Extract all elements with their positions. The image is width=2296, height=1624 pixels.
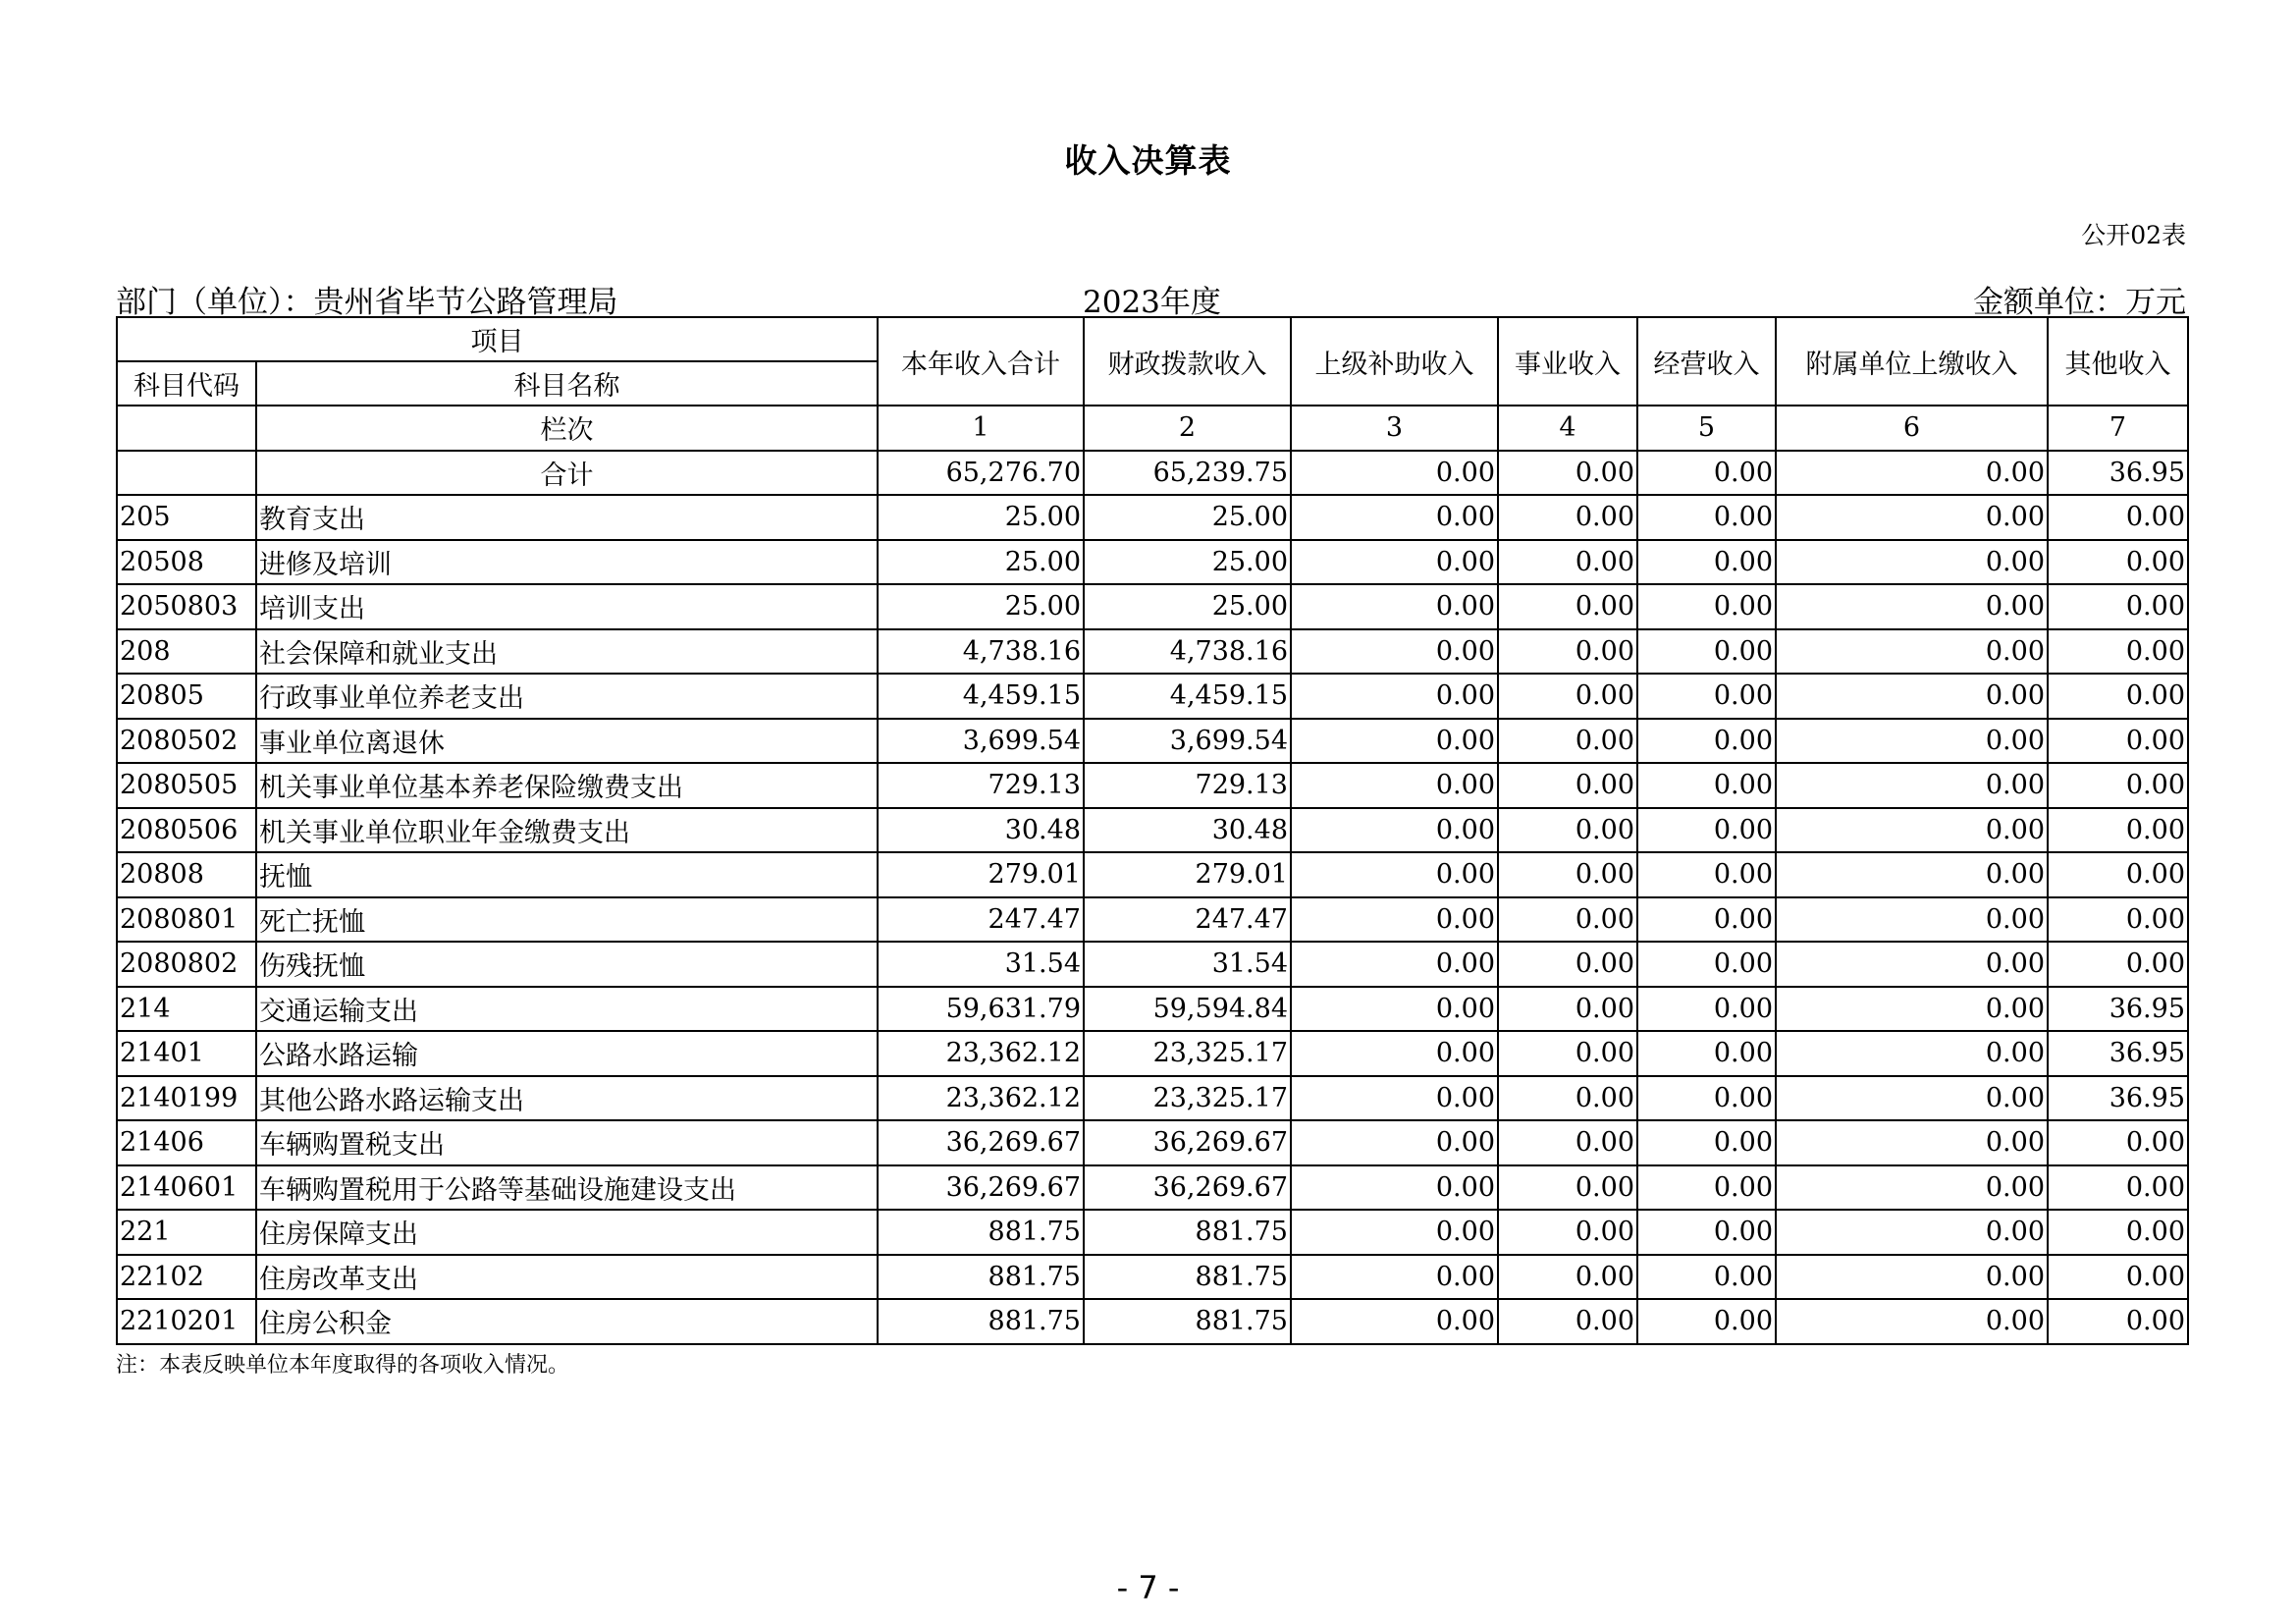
amount-cell: 729.13 (1084, 763, 1291, 808)
subject-name: 合计 (256, 451, 878, 496)
amount-cell: 0.00 (1291, 719, 1498, 764)
table-row (117, 451, 2188, 496)
header-total: 本年收入合计 (878, 317, 1084, 406)
amount-cell: 0.00 (1498, 852, 1637, 897)
amount-cell: 881.75 (1084, 1210, 1291, 1255)
amount-cell: 31.54 (878, 942, 1084, 987)
amount-cell: 0.00 (1776, 942, 2048, 987)
subject-code: 208 (117, 629, 256, 675)
amount-cell: 0.00 (1291, 1120, 1498, 1165)
amount-cell: 0.00 (1291, 540, 1498, 585)
amount-cell: 0.00 (2048, 1299, 2188, 1344)
amount-cell: 0.00 (1776, 763, 2048, 808)
subject-code: 2080802 (117, 942, 256, 987)
amount-cell: 881.75 (878, 1210, 1084, 1255)
amount-cell: 0.00 (1637, 629, 1776, 675)
subject-code: 205 (117, 495, 256, 540)
amount-cell: 0.00 (1637, 852, 1776, 897)
amount-cell: 0.00 (1776, 808, 2048, 853)
table-row (117, 987, 2188, 1032)
table-row (117, 629, 2188, 675)
amount-cell: 0.00 (1498, 1165, 1637, 1211)
subject-name: 进修及培训 (256, 540, 878, 585)
amount-cell: 0.00 (1637, 1210, 1776, 1255)
subject-code: 2080505 (117, 763, 256, 808)
amount-cell: 23,325.17 (1084, 1031, 1291, 1076)
column-number-row (117, 406, 2188, 451)
amount-cell: 0.00 (2048, 719, 2188, 764)
amount-cell: 0.00 (1637, 451, 1776, 496)
amount-cell: 0.00 (1776, 1210, 2048, 1255)
amount-cell: 0.00 (1498, 584, 1637, 629)
amount-cell: 0.00 (1291, 584, 1498, 629)
subject-code: 21406 (117, 1120, 256, 1165)
amount-cell: 0.00 (1637, 719, 1776, 764)
column-number: 4 (1498, 406, 1637, 451)
column-number: 6 (1776, 406, 2048, 451)
amount-cell: 0.00 (1776, 987, 2048, 1032)
subject-name: 机关事业单位基本养老保险缴费支出 (256, 763, 878, 808)
amount-cell: 36.95 (2048, 1076, 2188, 1121)
amount-cell: 36,269.67 (1084, 1120, 1291, 1165)
amount-cell: 0.00 (1498, 1076, 1637, 1121)
table-row (117, 1120, 2188, 1165)
amount-cell: 0.00 (1637, 1031, 1776, 1076)
amount-cell: 881.75 (878, 1255, 1084, 1300)
amount-cell: 0.00 (1498, 763, 1637, 808)
amount-cell: 65,239.75 (1084, 451, 1291, 496)
subject-code: 2210201 (117, 1299, 256, 1344)
amount-cell: 36.95 (2048, 1031, 2188, 1076)
amount-cell: 0.00 (1637, 1120, 1776, 1165)
amount-cell: 0.00 (2048, 942, 2188, 987)
amount-cell: 0.00 (1637, 495, 1776, 540)
column-number: 1 (878, 406, 1084, 451)
amount-cell: 0.00 (1498, 629, 1637, 675)
amount-cell: 4,459.15 (878, 674, 1084, 719)
amount-cell: 0.00 (1498, 1210, 1637, 1255)
header-other: 其他收入 (2048, 317, 2188, 406)
department-label: 部门（单位）：贵州省毕节公路管理局 (116, 285, 618, 320)
amount-cell: 0.00 (2048, 495, 2188, 540)
amount-cell: 0.00 (1291, 1210, 1498, 1255)
meta-row (116, 277, 2186, 320)
amount-cell: 279.01 (878, 852, 1084, 897)
amount-unit: 金额单位：万元 (1973, 285, 2186, 320)
amount-cell: 0.00 (1776, 897, 2048, 943)
subject-code: 2140199 (117, 1076, 256, 1121)
header-fiscal: 财政拨款收入 (1084, 317, 1291, 406)
amount-cell: 0.00 (1291, 1299, 1498, 1344)
amount-cell: 0.00 (1776, 584, 2048, 629)
amount-cell: 0.00 (1498, 495, 1637, 540)
subject-code: 2080506 (117, 808, 256, 853)
amount-cell: 0.00 (1637, 763, 1776, 808)
amount-cell: 4,459.15 (1084, 674, 1291, 719)
amount-cell: 65,276.70 (878, 451, 1084, 496)
amount-cell: 30.48 (878, 808, 1084, 853)
amount-cell: 0.00 (1291, 1165, 1498, 1211)
subject-name: 住房保障支出 (256, 1210, 878, 1255)
subject-name: 公路水路运输 (256, 1031, 878, 1076)
amount-cell: 0.00 (2048, 674, 2188, 719)
amount-cell: 0.00 (1637, 808, 1776, 853)
amount-cell: 0.00 (2048, 897, 2188, 943)
fiscal-year: 2023年度 (1083, 285, 1221, 320)
subject-name: 抚恤 (256, 852, 878, 897)
amount-cell: 881.75 (878, 1299, 1084, 1344)
amount-cell: 0.00 (1498, 674, 1637, 719)
amount-cell: 0.00 (2048, 1255, 2188, 1300)
amount-cell: 0.00 (1776, 1120, 2048, 1165)
subject-code: 20808 (117, 852, 256, 897)
subject-name: 交通运输支出 (256, 987, 878, 1032)
amount-cell: 0.00 (1637, 1299, 1776, 1344)
subject-name: 行政事业单位养老支出 (256, 674, 878, 719)
amount-cell: 25.00 (1084, 495, 1291, 540)
amount-cell: 25.00 (1084, 540, 1291, 585)
amount-cell: 0.00 (1776, 674, 2048, 719)
table-row (117, 852, 2188, 897)
amount-cell: 247.47 (878, 897, 1084, 943)
subject-name: 事业单位离退休 (256, 719, 878, 764)
amount-cell: 0.00 (2048, 852, 2188, 897)
form-number: 公开02表 (2081, 221, 2186, 249)
header-item: 项目 (117, 317, 878, 361)
subject-code: 21401 (117, 1031, 256, 1076)
subject-name: 其他公路水路运输支出 (256, 1076, 878, 1121)
table-row (117, 897, 2188, 943)
amount-cell: 0.00 (2048, 584, 2188, 629)
amount-cell: 0.00 (2048, 763, 2188, 808)
subject-name: 车辆购置税用于公路等基础设施建设支出 (256, 1165, 878, 1211)
amount-cell: 0.00 (1776, 495, 2048, 540)
amount-cell: 0.00 (2048, 1120, 2188, 1165)
subject-name: 教育支出 (256, 495, 878, 540)
amount-cell: 729.13 (878, 763, 1084, 808)
amount-cell: 36.95 (2048, 987, 2188, 1032)
amount-cell: 0.00 (1776, 1255, 2048, 1300)
amount-cell: 0.00 (1637, 1255, 1776, 1300)
subject-name: 车辆购置税支出 (256, 1120, 878, 1165)
amount-cell: 31.54 (1084, 942, 1291, 987)
amount-cell: 881.75 (1084, 1255, 1291, 1300)
subject-code: 214 (117, 987, 256, 1032)
table-row (117, 1076, 2188, 1121)
subject-code: 2050803 (117, 584, 256, 629)
table-row (117, 1299, 2188, 1344)
table-row (117, 1165, 2188, 1211)
amount-cell: 0.00 (1498, 1120, 1637, 1165)
amount-cell: 23,362.12 (878, 1031, 1084, 1076)
amount-cell: 0.00 (1291, 852, 1498, 897)
amount-cell: 36,269.67 (878, 1165, 1084, 1211)
subject-name: 伤残抚恤 (256, 942, 878, 987)
amount-cell: 36.95 (2048, 451, 2188, 496)
amount-cell: 0.00 (1776, 629, 2048, 675)
amount-cell: 0.00 (2048, 629, 2188, 675)
column-number: 5 (1637, 406, 1776, 451)
amount-cell: 0.00 (1291, 1076, 1498, 1121)
header-affiliated: 附属单位上缴收入 (1776, 317, 2048, 406)
amount-cell: 0.00 (1637, 674, 1776, 719)
amount-cell: 0.00 (2048, 808, 2188, 853)
table-row (117, 942, 2188, 987)
amount-cell: 4,738.16 (878, 629, 1084, 675)
amount-cell: 0.00 (1291, 987, 1498, 1032)
subject-code: 2080502 (117, 719, 256, 764)
amount-cell: 4,738.16 (1084, 629, 1291, 675)
amount-cell: 0.00 (1291, 808, 1498, 853)
amount-cell: 0.00 (1498, 719, 1637, 764)
amount-cell: 0.00 (2048, 1210, 2188, 1255)
amount-cell: 0.00 (1776, 1165, 2048, 1211)
amount-cell: 25.00 (878, 540, 1084, 585)
amount-cell: 0.00 (1291, 674, 1498, 719)
table-row (117, 808, 2188, 853)
subject-code (117, 451, 256, 496)
amount-cell: 0.00 (1498, 1031, 1637, 1076)
amount-cell: 36,269.67 (1084, 1165, 1291, 1211)
amount-cell: 0.00 (2048, 1165, 2188, 1211)
header-superior: 上级补助收入 (1291, 317, 1498, 406)
subject-code: 20805 (117, 674, 256, 719)
table-row (117, 1255, 2188, 1300)
column-number: 3 (1291, 406, 1498, 451)
amount-cell: 0.00 (1291, 451, 1498, 496)
amount-cell: 0.00 (1776, 1031, 2048, 1076)
amount-cell: 0.00 (1498, 987, 1637, 1032)
amount-cell: 0.00 (1291, 897, 1498, 943)
table-row (117, 674, 2188, 719)
amount-cell: 0.00 (1291, 1255, 1498, 1300)
subject-name: 住房公积金 (256, 1299, 878, 1344)
amount-cell: 25.00 (878, 584, 1084, 629)
amount-cell: 0.00 (1776, 1299, 2048, 1344)
amount-cell: 0.00 (1637, 897, 1776, 943)
subject-name: 住房改革支出 (256, 1255, 878, 1300)
subject-code: 2080801 (117, 897, 256, 943)
amount-cell: 881.75 (1084, 1299, 1291, 1344)
amount-cell: 30.48 (1084, 808, 1291, 853)
amount-cell: 3,699.54 (1084, 719, 1291, 764)
amount-cell: 0.00 (1291, 763, 1498, 808)
header-operating: 经营收入 (1637, 317, 1776, 406)
amount-cell: 0.00 (1776, 540, 2048, 585)
amount-cell: 0.00 (1637, 584, 1776, 629)
subject-code: 2140601 (117, 1165, 256, 1211)
amount-cell: 0.00 (1776, 1076, 2048, 1121)
table-row (117, 1031, 2188, 1076)
subject-code: 20508 (117, 540, 256, 585)
amount-cell: 59,594.84 (1084, 987, 1291, 1032)
amount-cell: 23,362.12 (878, 1076, 1084, 1121)
subject-name: 培训支出 (256, 584, 878, 629)
amount-cell: 0.00 (1776, 451, 2048, 496)
table-row (117, 584, 2188, 629)
amount-cell: 0.00 (1637, 1165, 1776, 1211)
amount-cell: 0.00 (1637, 942, 1776, 987)
subject-name: 死亡抚恤 (256, 897, 878, 943)
amount-cell: 0.00 (1637, 1076, 1776, 1121)
amount-cell: 0.00 (1498, 1299, 1637, 1344)
amount-cell: 0.00 (1637, 540, 1776, 585)
page-title: 收入决算表 (1064, 141, 1232, 180)
amount-cell: 3,699.54 (878, 719, 1084, 764)
amount-cell: 23,325.17 (1084, 1076, 1291, 1121)
table-cell (117, 406, 256, 451)
income-table (116, 316, 2189, 1345)
subject-code: 22102 (117, 1255, 256, 1300)
amount-cell: 279.01 (1084, 852, 1291, 897)
amount-cell: 59,631.79 (878, 987, 1084, 1032)
table-row (117, 495, 2188, 540)
amount-cell: 0.00 (1498, 942, 1637, 987)
amount-cell: 25.00 (1084, 584, 1291, 629)
amount-cell: 0.00 (1776, 719, 2048, 764)
table-row (117, 540, 2188, 585)
header-code: 科目代码 (117, 361, 256, 406)
table-row (117, 1210, 2188, 1255)
amount-cell: 25.00 (878, 495, 1084, 540)
column-number: 7 (2048, 406, 2188, 451)
header-name: 科目名称 (256, 361, 878, 406)
table-note: 注：本表反映单位本年度取得的各项收入情况。 (116, 1353, 570, 1378)
subject-code: 221 (117, 1210, 256, 1255)
amount-cell: 0.00 (1498, 1255, 1637, 1300)
amount-cell: 0.00 (1637, 987, 1776, 1032)
page-number: - 7 - (1116, 1569, 1180, 1606)
amount-cell: 36,269.67 (878, 1120, 1084, 1165)
amount-cell: 0.00 (1291, 629, 1498, 675)
table-body (117, 406, 2188, 1344)
column-number-label: 栏次 (256, 406, 878, 451)
header-business: 事业收入 (1498, 317, 1637, 406)
amount-cell: 0.00 (1498, 451, 1637, 496)
amount-cell: 0.00 (2048, 540, 2188, 585)
amount-cell: 0.00 (1291, 495, 1498, 540)
table-row (117, 763, 2188, 808)
table-row (117, 719, 2188, 764)
amount-cell: 0.00 (1498, 540, 1637, 585)
column-number: 2 (1084, 406, 1291, 451)
amount-cell: 0.00 (1776, 852, 2048, 897)
amount-cell: 247.47 (1084, 897, 1291, 943)
subject-name: 社会保障和就业支出 (256, 629, 878, 675)
amount-cell: 0.00 (1498, 808, 1637, 853)
amount-cell: 0.00 (1291, 1031, 1498, 1076)
amount-cell: 0.00 (1498, 897, 1637, 943)
subject-name: 机关事业单位职业年金缴费支出 (256, 808, 878, 853)
amount-cell: 0.00 (1291, 942, 1498, 987)
